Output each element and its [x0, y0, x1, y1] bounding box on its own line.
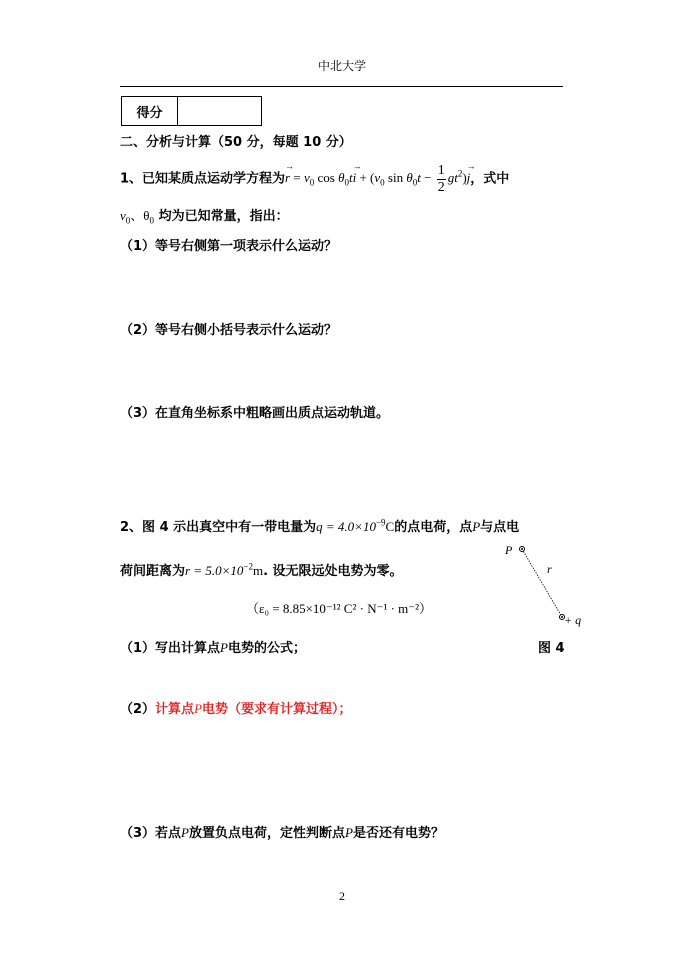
q2-sub3-p1: P — [181, 825, 189, 840]
score-box — [121, 96, 262, 126]
q1-constants-symbols: $v_0$、$\theta_0$ — [120, 208, 155, 226]
header-rule — [120, 86, 563, 87]
score-label: 得分 — [122, 97, 178, 125]
distance-line — [522, 549, 562, 617]
q1-intro: 1、已知某质点运动学方程为 — [120, 171, 286, 187]
q2-dist-value: r = 5.0×10 — [185, 563, 244, 578]
q2-sub3-b: 放置负点电荷，定性判断点 — [189, 826, 346, 841]
section-title: 二、分析与计算（50 分，每题 10 分） — [120, 135, 352, 150]
charge-center — [561, 616, 563, 618]
q2-sub1-b: 电势的公式； — [228, 641, 307, 656]
fig-label-q: + q — [564, 613, 582, 627]
page-number: 2 — [339, 889, 345, 903]
fig-label-r: r — [547, 562, 552, 576]
q2-constant: （ε₀ = 8.85×10⁻¹² C² · N⁻¹ · m⁻²） — [246, 601, 433, 616]
page-header-title: 中北大学 — [317, 59, 366, 73]
q1-constants-text: 均为已知常量，指出： — [158, 209, 289, 224]
q2-dist-exp: −2 — [243, 561, 253, 572]
point-p-center — [521, 548, 523, 550]
q2-sub1-p: P — [220, 640, 228, 655]
q1-sub2: （2）等号右侧小括号表示什么运动？ — [120, 323, 338, 338]
q2-sub3-c: 是否还有电势？ — [352, 826, 444, 841]
q2-dist-unit: m — [252, 563, 264, 578]
q2-sub3-p2: P — [345, 825, 353, 840]
fig-label-p: P — [505, 543, 513, 557]
q2-line1 — [120, 516, 519, 535]
q2-sub2 — [120, 698, 352, 717]
score-value-cell — [178, 97, 261, 125]
q2-charge-exp: −9 — [375, 517, 386, 528]
q2-sub3 — [120, 822, 444, 841]
figure-caption: 图 4 — [538, 641, 565, 656]
q2-line2 — [120, 560, 403, 579]
q1-suffix: ，式中 — [470, 171, 510, 187]
q2-line1-c: 与点电 — [480, 520, 520, 535]
q1-intro-line — [120, 163, 509, 196]
q2-line2-b: . 设无限远处电势为零。 — [263, 564, 403, 579]
q2-line1-b: 的点电荷，点 — [394, 520, 473, 535]
q2-line2-a: 荷间距离为 — [120, 564, 186, 579]
q2-charge-unit: C — [385, 519, 395, 534]
q2-point-p: P — [472, 519, 481, 534]
q2-sub2-b: 计算点 — [155, 702, 195, 717]
q1-constants-line — [120, 205, 289, 224]
q2-line1-a: 2、图 4 示出真空中有一带电量为 — [120, 520, 317, 535]
q2-sub2-highlight — [155, 702, 351, 717]
q2-sub3-a: （3）若点 — [120, 826, 182, 841]
q1-sub3: （3）在直角坐标系中粗略画出质点运动轨道。 — [120, 406, 390, 421]
q2-charge-value: q = 4.0×10 — [316, 519, 376, 534]
figure-4-diagram — [498, 538, 594, 630]
q1-sub1: （1）等号右侧第一项表示什么运动？ — [120, 239, 338, 254]
q2-sub1-a: （1）写出计算点 — [120, 641, 221, 656]
q1-equation: → $r = v_0$ $\cos \theta_0t\to i + (v_0$ $\sin \theta_0t$ − $\frac{1}{2}$ $gt^2)\to j$ — [285, 170, 470, 185]
q2-sub2-a: （2） — [120, 702, 156, 717]
q2-sub2-p: P — [194, 701, 203, 716]
q2-sub2-c: 电势（要求有计算过程）； — [202, 702, 352, 717]
q2-sub1 — [120, 637, 306, 656]
